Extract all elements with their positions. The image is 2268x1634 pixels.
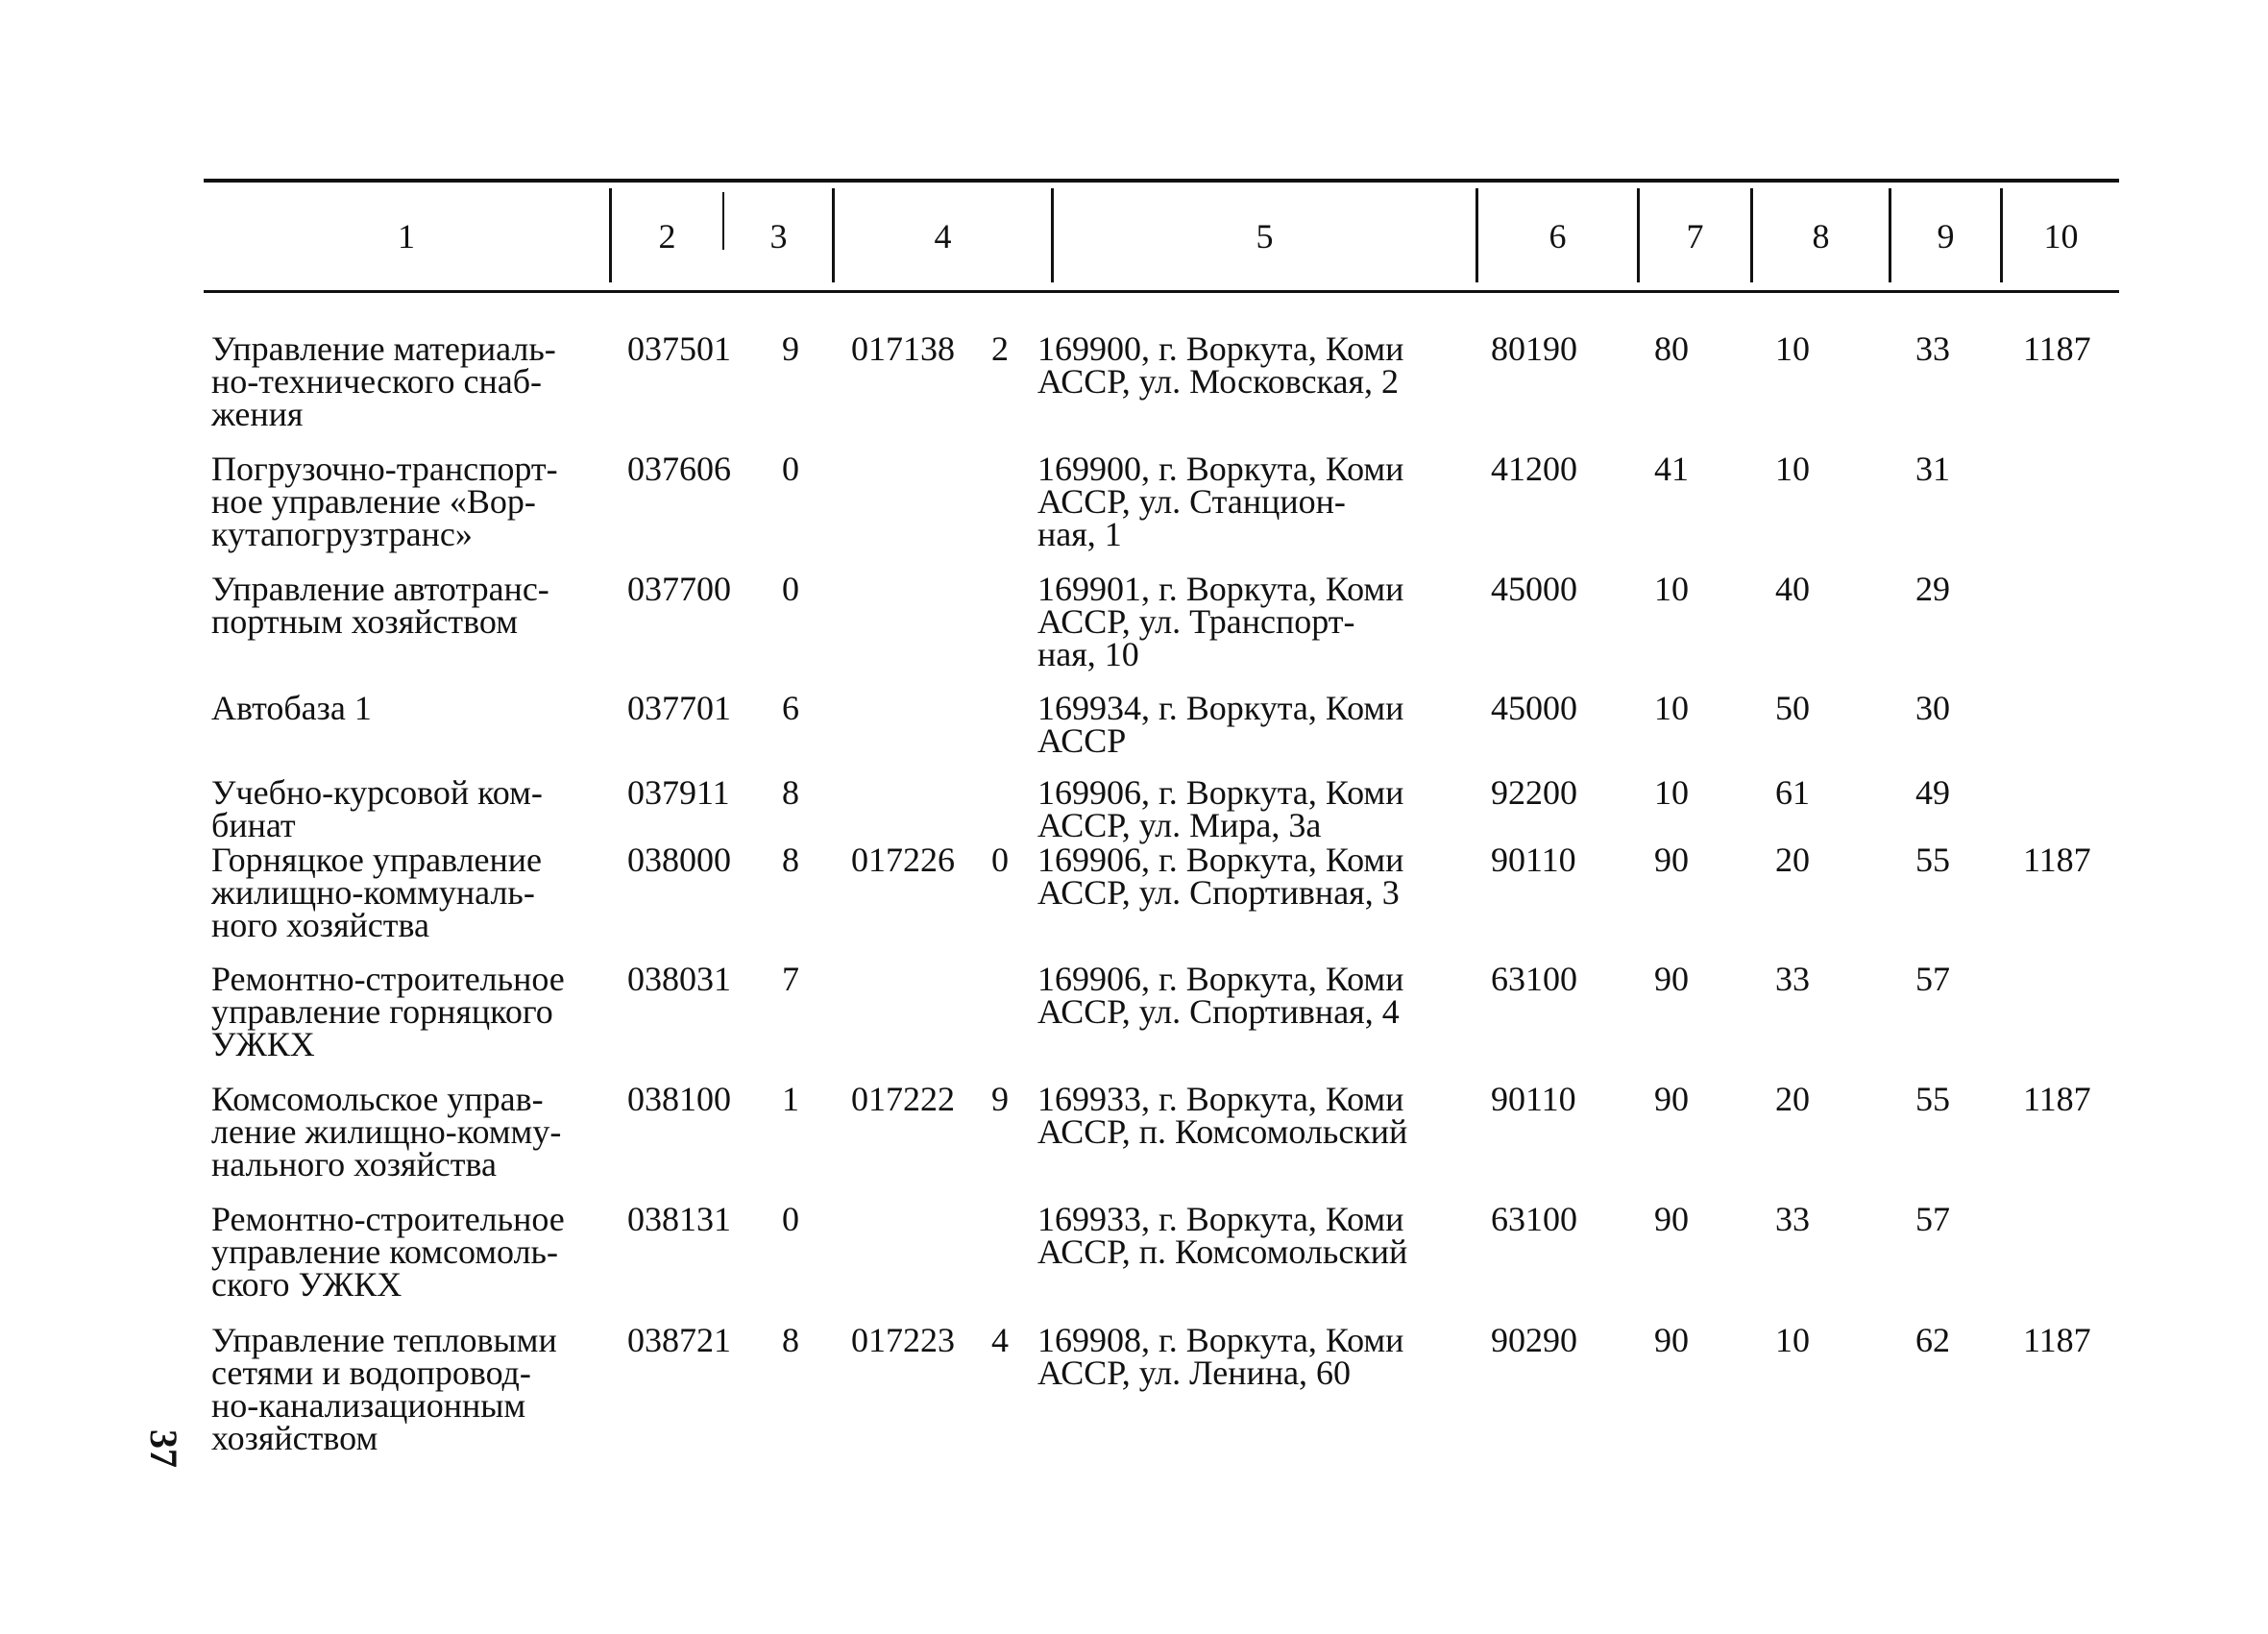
header-col-5: 5 <box>1256 217 1274 256</box>
second-check-digit: 4 <box>991 1321 1009 1359</box>
org-name: Учебно-курсовой ком- бинат <box>211 773 543 844</box>
col-9-value: 33 <box>1915 329 1950 368</box>
check-digit: 9 <box>782 329 799 368</box>
second-code: 017223 <box>851 1321 955 1359</box>
col-7-value: 10 <box>1654 570 1689 608</box>
org-name: Ремонтно-строительное управление комсомоль- ского УЖКХ <box>211 1200 565 1304</box>
col-8-value: 50 <box>1775 689 1810 727</box>
address: 169906, г. Воркута, Коми АССР, ул. Мира, 3а <box>1037 773 1404 844</box>
col-6-value: 45000 <box>1491 570 1577 608</box>
org-name: Ремонтно-строительное управление горняцкого УЖКХ <box>211 960 565 1063</box>
col-6-value: 90110 <box>1491 1080 1576 1118</box>
org-name: Управление материаль- но-технического снаб- жения <box>211 329 556 433</box>
col-9-value: 49 <box>1915 773 1950 812</box>
col-9-value: 30 <box>1915 689 1950 727</box>
org-code: 038000 <box>627 841 731 879</box>
col-8-value: 20 <box>1775 1080 1810 1118</box>
org-name: Управление тепловыми сетями и водопровод- но-канализационным хозяйством <box>211 1321 557 1457</box>
col-6-value: 80190 <box>1491 329 1577 368</box>
col-9-value: 57 <box>1915 960 1950 998</box>
second-check-digit: 2 <box>991 329 1009 368</box>
col-6-value: 63100 <box>1491 1200 1577 1238</box>
address: 169901, г. Воркута, Коми АССР, ул. Транспорт- ная, 10 <box>1037 570 1404 673</box>
col-7-value: 10 <box>1654 773 1689 812</box>
col-10-value: 1187 <box>2023 1080 2091 1118</box>
check-digit: 1 <box>782 1080 799 1118</box>
second-check-digit: 0 <box>991 841 1009 879</box>
header-col-7: 7 <box>1686 217 1704 256</box>
header-col-3: 3 <box>769 217 788 256</box>
col-6-value: 41200 <box>1491 450 1577 488</box>
org-code: 037501 <box>627 329 731 368</box>
org-code: 038721 <box>627 1321 731 1359</box>
check-digit: 6 <box>782 689 799 727</box>
header-col-6: 6 <box>1549 217 1567 256</box>
table-header-rule <box>204 290 2119 293</box>
col-6-value: 45000 <box>1491 689 1577 727</box>
org-code: 038131 <box>627 1200 731 1238</box>
org-code: 038100 <box>627 1080 731 1118</box>
header-col-9: 9 <box>1937 217 1955 256</box>
address: 169906, г. Воркута, Коми АССР, ул. Спортивная, 4 <box>1037 960 1404 1031</box>
check-digit: 8 <box>782 841 799 879</box>
col-10-value: 1187 <box>2023 329 2091 368</box>
org-code: 037606 <box>627 450 731 488</box>
col-6-value: 63100 <box>1491 960 1577 998</box>
col-8-value: 40 <box>1775 570 1810 608</box>
org-code: 037701 <box>627 689 731 727</box>
col-8-value: 33 <box>1775 1200 1810 1238</box>
col-9-value: 29 <box>1915 570 1950 608</box>
col-7-value: 90 <box>1654 1321 1689 1359</box>
col-9-value: 62 <box>1915 1321 1950 1359</box>
org-code: 038031 <box>627 960 731 998</box>
page-number: 37 <box>142 1429 185 1468</box>
header-col-4: 4 <box>934 217 952 256</box>
header-col-2: 2 <box>658 217 676 256</box>
col-7-value: 80 <box>1654 329 1689 368</box>
address: 169933, г. Воркута, Коми АССР, п. Комсомольский <box>1037 1200 1408 1271</box>
col-7-value: 90 <box>1654 841 1689 879</box>
col-10-value: 1187 <box>2023 1321 2091 1359</box>
org-code: 037700 <box>627 570 731 608</box>
org-code: 037911 <box>627 773 730 812</box>
header-separator <box>722 192 724 250</box>
address: 169906, г. Воркута, Коми АССР, ул. Спортивная, 3 <box>1037 841 1404 912</box>
second-code: 017222 <box>851 1080 955 1118</box>
org-name: Автобаза 1 <box>211 689 372 727</box>
org-name: Погрузочно-транспорт- ное управление «Вор- кутапогрузтранс» <box>211 450 558 553</box>
address: 169933, г. Воркута, Коми АССР, п. Комсомольский <box>1037 1080 1408 1151</box>
col-8-value: 10 <box>1775 329 1810 368</box>
second-code: 017226 <box>851 841 955 879</box>
col-7-value: 90 <box>1654 1080 1689 1118</box>
col-7-value: 90 <box>1654 960 1689 998</box>
second-check-digit: 9 <box>991 1080 1009 1118</box>
org-name: Комсомольское управ- ление жилищно-комму- нального хозяйства <box>211 1080 562 1183</box>
col-8-value: 10 <box>1775 450 1810 488</box>
col-9-value: 55 <box>1915 1080 1950 1118</box>
address: 169900, г. Воркута, Коми АССР, ул. Московская, 2 <box>1037 329 1404 401</box>
second-code: 017138 <box>851 329 955 368</box>
col-7-value: 90 <box>1654 1200 1689 1238</box>
col-6-value: 92200 <box>1491 773 1577 812</box>
table-top-rule <box>204 179 2119 183</box>
org-name: Управление автотранс- портным хозяйством <box>211 570 549 641</box>
address: 169900, г. Воркута, Коми АССР, ул. Станцион- ная, 1 <box>1037 450 1404 553</box>
header-col-1: 1 <box>398 217 415 256</box>
col-9-value: 57 <box>1915 1200 1950 1238</box>
address: 169908, г. Воркута, Коми АССР, ул. Ленина, 60 <box>1037 1321 1404 1392</box>
check-digit: 0 <box>782 1200 799 1238</box>
col-6-value: 90290 <box>1491 1321 1577 1359</box>
check-digit: 7 <box>782 960 799 998</box>
check-digit: 0 <box>782 570 799 608</box>
check-digit: 8 <box>782 1321 799 1359</box>
col-9-value: 55 <box>1915 841 1950 879</box>
col-8-value: 33 <box>1775 960 1810 998</box>
col-6-value: 90110 <box>1491 841 1576 879</box>
col-8-value: 61 <box>1775 773 1810 812</box>
org-name: Горняцкое управление жилищно-коммуналь- ного хозяйства <box>211 841 543 944</box>
address: 169934, г. Воркута, Коми АССР <box>1037 689 1404 760</box>
col-8-value: 10 <box>1775 1321 1810 1359</box>
col-10-value: 1187 <box>2023 841 2091 879</box>
header-col-10: 10 <box>2043 217 2079 256</box>
col-7-value: 10 <box>1654 689 1689 727</box>
check-digit: 8 <box>782 773 799 812</box>
col-9-value: 31 <box>1915 450 1950 488</box>
col-8-value: 20 <box>1775 841 1810 879</box>
check-digit: 0 <box>782 450 799 488</box>
header-col-8: 8 <box>1812 217 1830 256</box>
col-7-value: 41 <box>1654 450 1689 488</box>
